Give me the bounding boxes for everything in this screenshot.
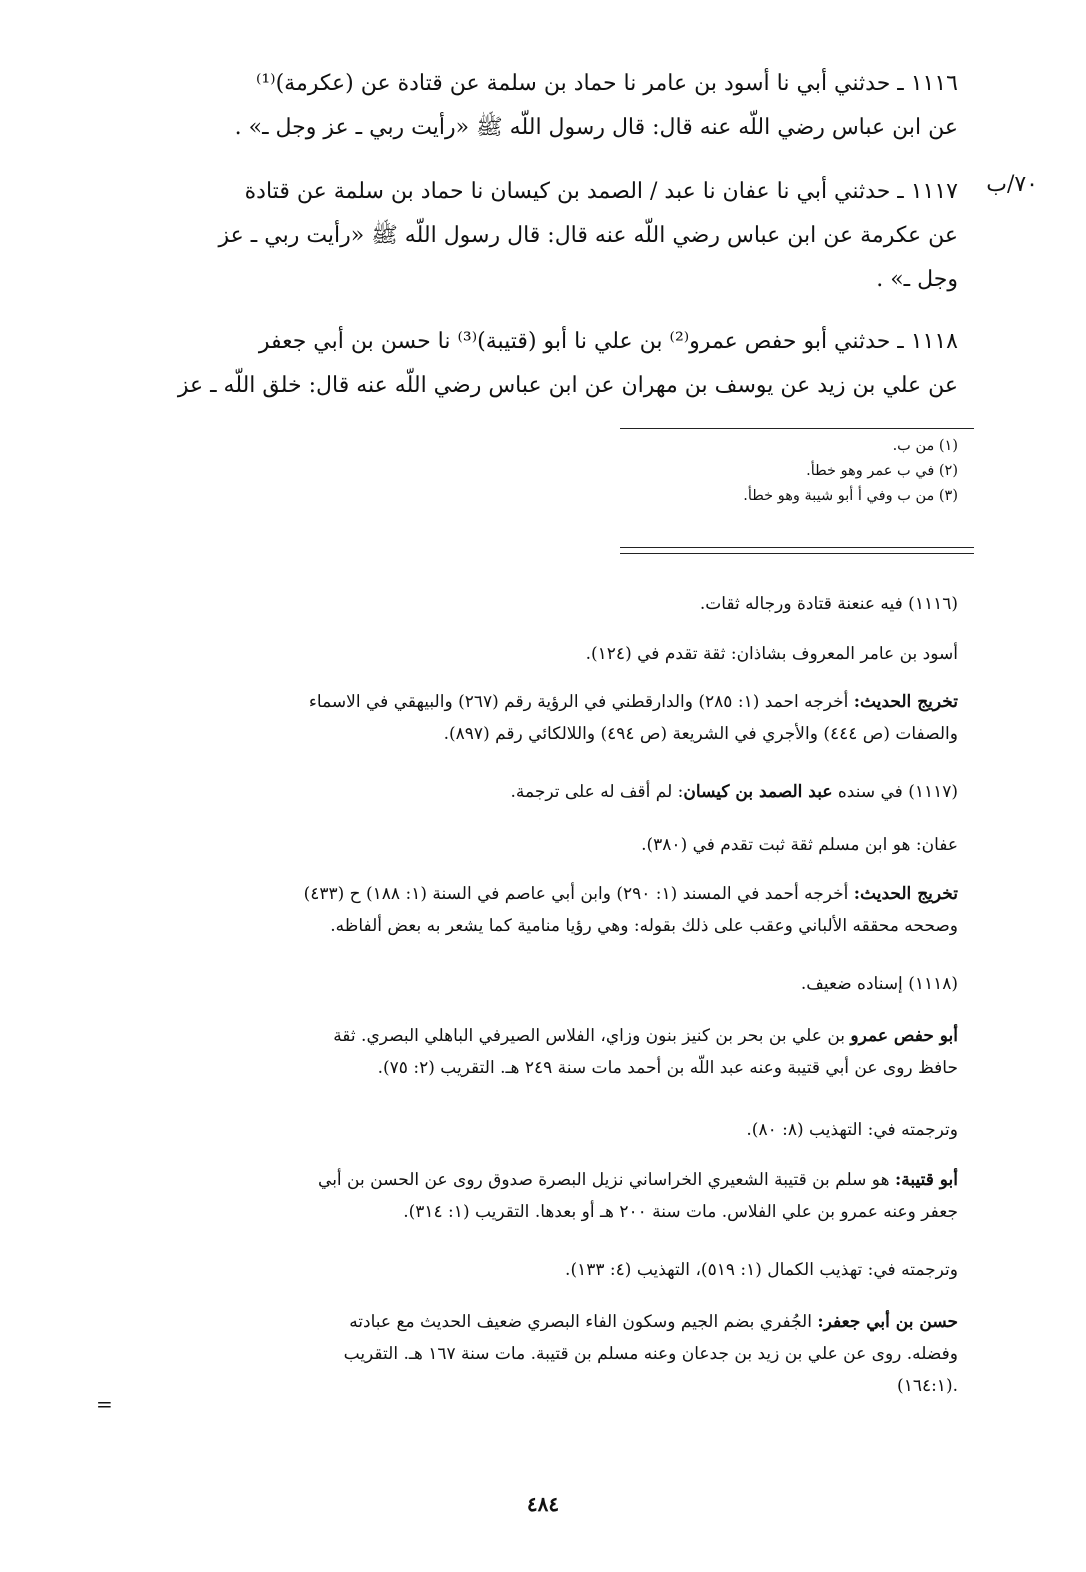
hadith-1117: [108, 170, 958, 302]
commentary-text: هو سلم بن قتيبة الشعيري الخراساني نزيل البصرة صدوق روى عن الحسن بن أبي: [318, 1170, 895, 1190]
footnote-divider: [620, 428, 974, 429]
commentary-text: : لم أقف له على ترجمة.: [510, 782, 684, 802]
hadith-1118: [108, 320, 958, 408]
page-number: ٤٨٤: [526, 1492, 560, 1516]
hadith-line: عن علي بن زيد عن يوسف بن مهران عن ابن عباس رضي اللّه عنه قال: خلق اللّه ـ عز: [177, 373, 958, 398]
commentary-text: وصححه محققه الألباني وعقب على ذلك بقوله: وهي رؤيا منامية كما يشعر به بعض ألفاظه.: [330, 916, 958, 936]
commentary-paragraph: أسود بن عامر المعروف بشاذان: ثقة تقدم في (١٢٤).: [585, 644, 958, 664]
footnote: (٣) من ب وفي أ أبو شيبة وهو خطأ.: [743, 488, 958, 504]
commentary-paragraph: [108, 686, 958, 750]
commentary-paragraph: (١١١٦) فيه عنعنة قتادة ورجاله ثقات.: [699, 594, 958, 614]
hadith-line: عن ابن عباس رضي اللّه عنه قال: قال رسول اللّه ﷺ «رأيت ربي ـ عز وجل ـ» .: [234, 115, 958, 140]
commentary-text: بن علي بن بحر بن كنيز بنون وزاي، الفلاس الصيرفي الباهلي البصري. ثقة: [333, 1026, 851, 1046]
commentary-text: والصفات (ص ٤٤٤) والأجري في الشريعة (ص ٤٩٤) واللالكائي رقم (٨٩٧).: [443, 724, 958, 744]
commentary-heading: تخريج الحديث:: [853, 884, 958, 904]
narrator-name: حسن بن أبي جعفر:: [817, 1312, 958, 1332]
hadith-1116: [108, 62, 958, 150]
section-divider: [620, 547, 974, 548]
folio-margin-note: ٧٠/ب: [986, 172, 1038, 197]
hadith-line: وجل ـ» .: [876, 267, 958, 292]
commentary-text: الجُفري بضم الجيم وسكون الفاء البصري ضعيف الحديث مع عبادته: [349, 1312, 818, 1332]
commentary-paragraph: [108, 1306, 958, 1402]
commentary-text: جعفر وعنه عمرو بن علي الفلاس. مات سنة ٢٠٠ هـ أو بعدها. التقريب (١: ٣١٤).: [403, 1202, 958, 1222]
commentary-text: .(١٦٤:١): [897, 1376, 958, 1396]
commentary-paragraph: [108, 776, 958, 808]
hadith-line: ١١١٧ ـ حدثني أبي نا عفان نا عبد / الصمد بن كيسان نا حماد بن سلمة عن قتادة: [244, 179, 958, 204]
commentary-heading: تخريج الحديث:: [853, 692, 958, 712]
commentary-text: حافظ روى عن أبي قتيبة وعنه عبد اللّه بن أحمد مات سنة ٢٤٩ هـ. التقريب (٢: ٧٥).: [377, 1058, 958, 1078]
section-divider: [620, 553, 974, 554]
narrator-name: أبو حفص عمرو: [850, 1026, 958, 1046]
commentary-text: أخرجه أحمد في المسند (١: ٢٩٠) وابن أبي عاصم في السنة (١: ١٨٨) ح (٤٣٣): [303, 884, 854, 904]
narrator-name: عبد الصمد بن كيسان: [683, 782, 833, 802]
commentary-paragraph: (١١١٨) إسناده ضعيف.: [800, 974, 958, 994]
commentary-paragraph: [108, 878, 958, 942]
commentary-text: وفضله. روى عن علي بن زيد بن جدعان وعنه مسلم بن قتيبة. مات سنة ١٦٧ هـ. التقريب: [343, 1344, 958, 1364]
narrator-name: أبو قتيبة:: [894, 1170, 958, 1190]
commentary-paragraph: [108, 1020, 958, 1084]
commentary-paragraph: [108, 1164, 958, 1228]
footnote: (٢) في ب عمر وهو خطأ.: [806, 463, 958, 479]
hadith-line: ١١١٦ ـ حدثني أبي نا أسود بن عامر نا حماد بن سلمة عن قتادة عن (عكرمة)⁽¹⁾: [255, 71, 958, 96]
hadith-line: عن عكرمة عن ابن عباس رضي اللّه عنه قال: قال رسول اللّه ﷺ «رأيت ربي ـ عز: [218, 223, 958, 248]
footnotes: [358, 434, 958, 509]
commentary-paragraph: عفان: هو ابن مسلم ثقة ثبت تقدم في (٣٨٠).: [641, 835, 958, 855]
hadith-line: ١١١٨ ـ حدثني أبو حفص عمرو⁽²⁾ بن علي نا أبو (قتيبة)⁽³⁾ نا حسن بن أبي جعفر: [258, 329, 958, 354]
continuation-mark: =: [96, 1392, 113, 1416]
footnote: (١) من ب.: [892, 438, 958, 454]
commentary-text: (١١١٧) في سنده: [832, 782, 958, 802]
commentary-paragraph: وترجمته في: التهذيب (٨: ٨٠).: [746, 1120, 958, 1140]
commentary-text: أخرجه احمد (١: ٢٨٥) والدارقطني في الرؤية رقم (٢٦٧) والبيهقي في الاسماء: [308, 692, 854, 712]
commentary-paragraph: وترجمته في: تهذيب الكمال (١: ٥١٩)، التهذيب (٤: ١٣٣).: [565, 1260, 958, 1280]
